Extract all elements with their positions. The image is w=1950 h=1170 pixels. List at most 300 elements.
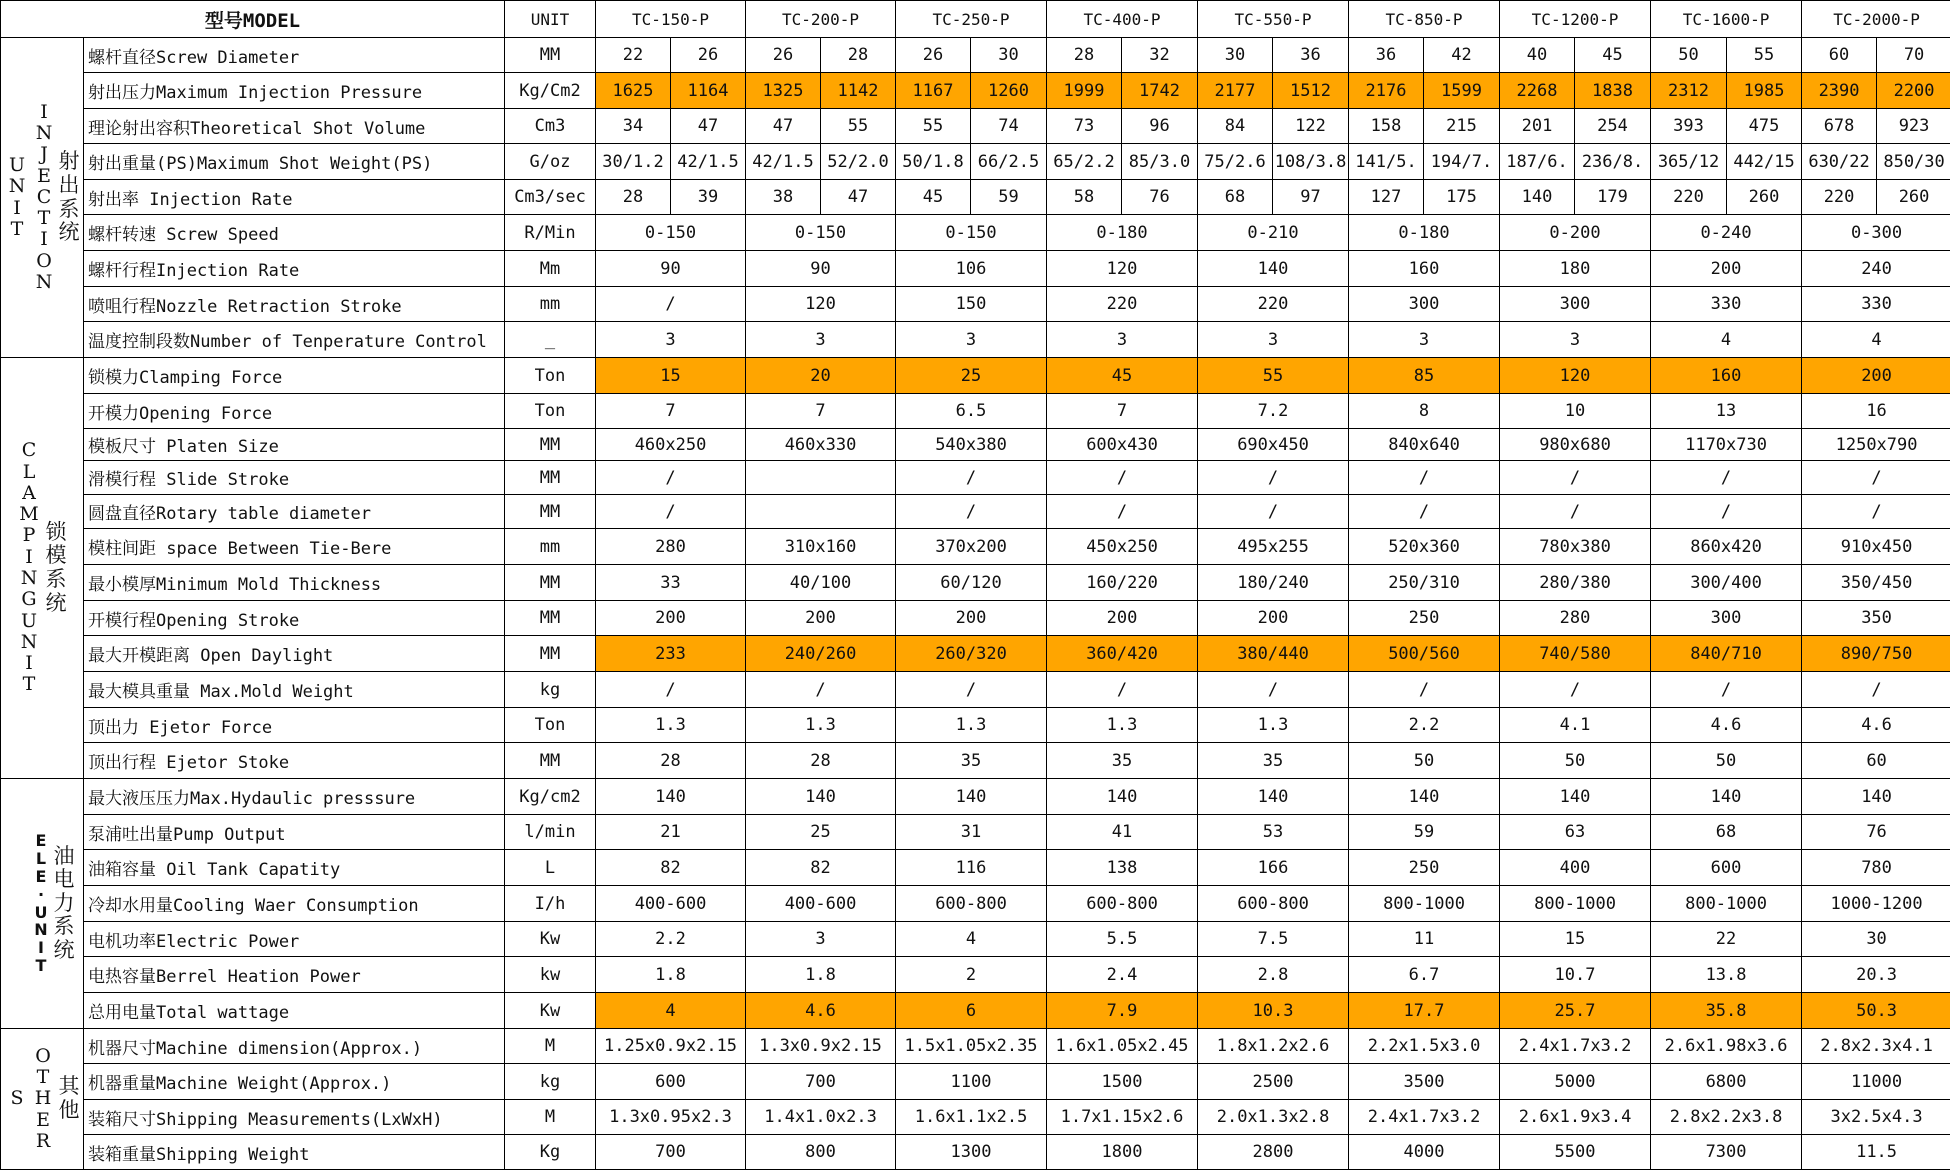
unit-cell: M <box>505 1100 596 1135</box>
value-cell: 0-300 <box>1802 215 1950 251</box>
model-header-tc150: TC-150-P <box>596 1 746 38</box>
value-cell: 1.3 <box>1198 708 1349 743</box>
value-cell: 11000 <box>1802 1064 1950 1100</box>
value-cell: / <box>1047 672 1198 708</box>
spec-row <box>1 922 1950 957</box>
value-cell: / <box>896 461 1047 495</box>
value-cell: / <box>1651 461 1802 495</box>
group-clamping-char: 统 <box>46 592 67 616</box>
param-label-cooling-waer-consumption: 冷却水用量Cooling Waer Consumption <box>84 886 505 922</box>
unit-cell: mm <box>505 287 596 322</box>
value-cell: 175 <box>1424 180 1500 215</box>
value-cell: 47 <box>746 109 821 144</box>
value-cell: 20.3 <box>1802 957 1950 993</box>
value-cell: 13.8 <box>1651 957 1802 993</box>
value-cell: / <box>1047 461 1198 495</box>
group-injection-text-2 <box>30 38 58 357</box>
unit-cell: mm <box>505 529 596 565</box>
value-cell: 47 <box>671 109 746 144</box>
value-cell: 280/380 <box>1500 565 1651 601</box>
value-cell: 330 <box>1651 287 1802 322</box>
value-cell: 910x450 <box>1802 529 1950 565</box>
param-label-berrel-heation-power: 电热容量Berrel Heation Power <box>84 957 505 993</box>
param-label-maximum-injection-pressure: 射出压力Maximum Injection Pressure <box>84 73 505 109</box>
value-cell: 780 <box>1802 850 1950 886</box>
value-cell: 3 <box>896 322 1047 358</box>
value-cell: 260 <box>1727 180 1802 215</box>
group-ele-char: E <box>36 868 47 886</box>
value-cell: 0-240 <box>1651 215 1802 251</box>
unit-header-cell: UNIT <box>505 1 596 38</box>
value-cell: / <box>1198 672 1349 708</box>
param-label-clamping-force: 锁模力Clamping Force <box>84 358 505 394</box>
value-cell: 2200 <box>1877 73 1950 109</box>
value-cell: 1.8 <box>596 957 746 993</box>
value-cell: 0-150 <box>896 215 1047 251</box>
group-ele-char: · <box>38 886 44 904</box>
spec-row <box>1 322 1950 358</box>
value-cell: 73 <box>1047 109 1122 144</box>
value-cell: 0-150 <box>746 215 896 251</box>
group-injection-char: U <box>9 155 25 176</box>
value-cell: 500/560 <box>1349 636 1500 672</box>
value-cell: 150 <box>896 287 1047 322</box>
group-ele-label <box>1 779 84 1029</box>
header-row <box>1 1 1950 38</box>
value-cell: 35 <box>1198 743 1349 779</box>
param-label-max-mold-weight: 最大模具重量 Max.Mold Weight <box>84 672 505 708</box>
value-cell: 1.25x0.9x2.15 <box>596 1029 746 1064</box>
value-cell: 300 <box>1500 287 1651 322</box>
value-cell: 300/400 <box>1651 565 1802 601</box>
value-cell: 890/750 <box>1802 636 1950 672</box>
value-cell: 600-800 <box>1047 886 1198 922</box>
spec-row <box>1 886 1950 922</box>
value-cell: 310x160 <box>746 529 896 565</box>
value-cell <box>746 495 896 529</box>
spec-row <box>1 636 1950 672</box>
value-cell: 600 <box>1651 850 1802 886</box>
value-cell: 15 <box>1500 922 1651 957</box>
group-clamping-label <box>1 358 84 779</box>
param-label-ps-maximum-shot-weight-ps: 射出重量(PS)Maximum Shot Weight(PS) <box>84 144 505 180</box>
group-clamping-char: 模 <box>46 544 67 568</box>
value-cell: 76 <box>1122 180 1198 215</box>
value-cell: 141/5. <box>1349 144 1424 180</box>
model-header-tc400: TC-400-P <box>1047 1 1198 38</box>
unit-cell: Mm <box>505 251 596 287</box>
group-clamping-char: 系 <box>46 568 67 592</box>
value-cell: 393 <box>1651 109 1727 144</box>
value-cell: 330 <box>1802 287 1950 322</box>
group-injection-char: J <box>40 144 48 165</box>
value-cell: 2.8x2.3x4.1 <box>1802 1029 1950 1064</box>
value-cell: 30 <box>971 38 1047 73</box>
group-clamping-char: P <box>23 525 36 546</box>
value-cell: 300 <box>1349 287 1500 322</box>
group-injection-char: N <box>36 123 53 144</box>
model-header-tc1600: TC-1600-P <box>1651 1 1802 38</box>
unit-cell: Kg <box>505 1135 596 1170</box>
value-cell: / <box>1651 672 1802 708</box>
value-cell: 85 <box>1349 358 1500 394</box>
value-cell: 127 <box>1349 180 1424 215</box>
spec-row <box>1 394 1950 429</box>
value-cell: 220 <box>1651 180 1727 215</box>
value-cell: 2800 <box>1198 1135 1349 1170</box>
unit-cell: kg <box>505 1064 596 1100</box>
value-cell: / <box>596 461 746 495</box>
value-cell: 140 <box>1047 779 1198 815</box>
spec-row <box>1 993 1950 1029</box>
value-cell: 3 <box>1500 322 1651 358</box>
value-cell: 3 <box>1349 322 1500 358</box>
value-cell: 120 <box>1047 251 1198 287</box>
value-cell: 160 <box>1651 358 1802 394</box>
value-cell: 1167 <box>896 73 971 109</box>
value-cell: 55 <box>896 109 971 144</box>
group-ele-char: 力 <box>54 892 75 916</box>
value-cell: / <box>1500 461 1651 495</box>
value-cell: 0-200 <box>1500 215 1651 251</box>
value-cell: 68 <box>1651 815 1802 850</box>
value-cell: 158 <box>1349 109 1424 144</box>
param-label-minimum-mold-thickness: 最小模厚Minimum Mold Thickness <box>84 565 505 601</box>
value-cell: 28 <box>821 38 896 73</box>
value-cell: 1.8x1.2x2.6 <box>1198 1029 1349 1064</box>
value-cell: 370x200 <box>896 529 1047 565</box>
value-cell: 55 <box>821 109 896 144</box>
group-injection-char: N <box>9 176 26 197</box>
value-cell: 200 <box>896 601 1047 636</box>
value-cell: 1164 <box>671 73 746 109</box>
value-cell: 17.7 <box>1349 993 1500 1029</box>
value-cell: 45 <box>1575 38 1651 73</box>
value-cell: 850/30 <box>1877 144 1950 180</box>
value-cell: 36 <box>1273 38 1349 73</box>
value-cell: 1300 <box>896 1135 1047 1170</box>
value-cell: 52/2.0 <box>821 144 896 180</box>
value-cell: 3 <box>1198 322 1349 358</box>
unit-cell: Kg/cm2 <box>505 779 596 815</box>
value-cell: 1.8 <box>746 957 896 993</box>
group-injection-char: 出 <box>59 174 80 198</box>
group-other-text-3 <box>55 1029 83 1169</box>
group-injection-text-3 <box>55 38 83 357</box>
value-cell: 140 <box>1500 180 1575 215</box>
value-cell: 2.8x2.2x3.8 <box>1651 1100 1802 1135</box>
value-cell: 47 <box>821 180 896 215</box>
value-cell: 1.3 <box>746 708 896 743</box>
param-label-number-of-tenperature-control: 温度控制段数Number of Tenperature Control <box>84 322 505 358</box>
value-cell: 7.5 <box>1198 922 1349 957</box>
spec-row <box>1 180 1950 215</box>
group-injection-char: T <box>11 219 24 240</box>
value-cell: 96 <box>1122 109 1198 144</box>
value-cell: 1170x730 <box>1651 429 1802 461</box>
value-cell: 201 <box>1500 109 1575 144</box>
value-cell: 42 <box>1424 38 1500 73</box>
value-cell: 300 <box>1651 601 1802 636</box>
value-cell: 7.2 <box>1198 394 1349 429</box>
value-cell: 140 <box>1500 779 1651 815</box>
value-cell: 460x330 <box>746 429 896 461</box>
value-cell: 140 <box>596 779 746 815</box>
spec-row <box>1 708 1950 743</box>
unit-cell: MM <box>505 565 596 601</box>
value-cell: / <box>1500 495 1651 529</box>
value-cell: 16 <box>1802 394 1950 429</box>
value-cell: 15 <box>596 358 746 394</box>
value-cell: 50 <box>1500 743 1651 779</box>
value-cell: / <box>1198 495 1349 529</box>
model-header-tc850: TC-850-P <box>1349 1 1500 38</box>
value-cell: 39 <box>671 180 746 215</box>
value-cell: 2 <box>896 957 1047 993</box>
value-cell: 2.0x1.3x2.8 <box>1198 1100 1349 1135</box>
value-cell: 350/450 <box>1802 565 1950 601</box>
value-cell: 3 <box>1047 322 1198 358</box>
value-cell: 120 <box>746 287 896 322</box>
param-label-screw-speed: 螺杆转速 Screw Speed <box>84 215 505 251</box>
unit-cell: MM <box>505 38 596 73</box>
spec-row <box>1 1135 1950 1170</box>
spec-row <box>1 1064 1950 1100</box>
value-cell: 2.6x1.9x3.4 <box>1500 1100 1651 1135</box>
value-cell: 1.3 <box>1047 708 1198 743</box>
value-cell: 400 <box>1500 850 1651 886</box>
unit-cell: _ <box>505 322 596 358</box>
value-cell: / <box>1802 672 1950 708</box>
group-ele-char: 油 <box>54 845 75 869</box>
value-cell: / <box>596 287 746 322</box>
value-cell: 220 <box>1802 180 1877 215</box>
group-other-label <box>1 1029 84 1170</box>
value-cell: 108/3.8 <box>1273 144 1349 180</box>
value-cell: 2177 <box>1198 73 1273 109</box>
value-cell: 1500 <box>1047 1064 1198 1100</box>
spec-row <box>1 779 1950 815</box>
value-cell: 76 <box>1802 815 1950 850</box>
value-cell: 7.9 <box>1047 993 1198 1029</box>
value-cell: 0-180 <box>1349 215 1500 251</box>
value-cell: 38 <box>746 180 821 215</box>
value-cell: 233 <box>596 636 746 672</box>
unit-cell: I/h <box>505 886 596 922</box>
unit-cell: MM <box>505 495 596 529</box>
value-cell: 25 <box>746 815 896 850</box>
group-injection-char: 射 <box>59 150 80 174</box>
param-label-total-wattage: 总用电量Total wattage <box>84 993 505 1029</box>
value-cell: 220 <box>1047 287 1198 322</box>
value-cell: 3 <box>746 322 896 358</box>
unit-cell: Kg/Cm2 <box>505 73 596 109</box>
param-label-shipping-measurements-lxwxh: 装箱尺寸Shipping Measurements(LxWxH) <box>84 1100 505 1135</box>
group-ele-text-2 <box>50 779 78 1028</box>
value-cell: 520x360 <box>1349 529 1500 565</box>
unit-cell: Kw <box>505 993 596 1029</box>
value-cell: 50.3 <box>1802 993 1950 1029</box>
value-cell: / <box>1349 495 1500 529</box>
value-cell: 70 <box>1877 38 1950 73</box>
group-ele-char: I <box>38 939 44 957</box>
value-cell: 7300 <box>1651 1135 1802 1170</box>
value-cell: 260 <box>1877 180 1950 215</box>
value-cell: 42/1.5 <box>671 144 746 180</box>
value-cell: 1.7x1.15x2.6 <box>1047 1100 1198 1135</box>
value-cell: 495x255 <box>1198 529 1349 565</box>
value-cell: 4 <box>596 993 746 1029</box>
group-clamping-text-2 <box>42 358 70 778</box>
group-ele-char: E <box>36 832 47 850</box>
value-cell: 2500 <box>1198 1064 1349 1100</box>
value-cell: 1599 <box>1424 73 1500 109</box>
value-cell <box>746 461 896 495</box>
spec-row <box>1 38 1950 73</box>
param-label-ejetor-force: 顶出力 Ejetor Force <box>84 708 505 743</box>
value-cell: 1.3x0.9x2.15 <box>746 1029 896 1064</box>
group-injection-text-1 <box>3 38 31 357</box>
value-cell: 35 <box>1047 743 1198 779</box>
value-cell: 74 <box>971 109 1047 144</box>
value-cell: 280 <box>1500 601 1651 636</box>
value-cell: 840x640 <box>1349 429 1500 461</box>
unit-cell: M <box>505 1029 596 1064</box>
group-clamping-char: 锁 <box>46 521 67 545</box>
spec-row <box>1 429 1950 461</box>
model-header-tc2000: TC-2000-P <box>1802 1 1950 38</box>
value-cell: 50/1.8 <box>896 144 971 180</box>
group-injection-char: N <box>36 272 53 293</box>
unit-cell: MM <box>505 461 596 495</box>
value-cell: 280 <box>596 529 746 565</box>
value-cell: 22 <box>596 38 671 73</box>
value-cell: 1742 <box>1122 73 1198 109</box>
group-clamping-char: I <box>25 547 33 568</box>
value-cell: 11.5 <box>1802 1135 1950 1170</box>
group-clamping-char: A <box>22 483 36 504</box>
value-cell: 66/2.5 <box>971 144 1047 180</box>
value-cell: 30 <box>1802 922 1950 957</box>
group-other-char: O <box>35 1046 51 1067</box>
group-clamping-char: N <box>21 568 38 589</box>
group-clamping-char: G <box>21 589 36 610</box>
value-cell: 58 <box>1047 180 1122 215</box>
spec-row <box>1 287 1950 322</box>
param-label-pump-output: 泵浦吐出量Pump Output <box>84 815 505 850</box>
value-cell: 50 <box>1349 743 1500 779</box>
value-cell: 2.2 <box>596 922 746 957</box>
value-cell: / <box>596 672 746 708</box>
value-cell: 45 <box>1047 358 1198 394</box>
value-cell: 800-1000 <box>1500 886 1651 922</box>
value-cell: 1250x790 <box>1802 429 1950 461</box>
value-cell: 360/420 <box>1047 636 1198 672</box>
value-cell: 60 <box>1802 743 1950 779</box>
value-cell: 35 <box>896 743 1047 779</box>
value-cell: 140 <box>1198 779 1349 815</box>
value-cell: 90 <box>596 251 746 287</box>
value-cell: 5000 <box>1500 1064 1651 1100</box>
value-cell: 860x420 <box>1651 529 1802 565</box>
value-cell: 33 <box>596 565 746 601</box>
value-cell: 85/3.0 <box>1122 144 1198 180</box>
spec-row <box>1 1029 1950 1064</box>
value-cell: 6 <box>896 993 1047 1029</box>
spec-row <box>1 144 1950 180</box>
value-cell: 26 <box>896 38 971 73</box>
value-cell: 8 <box>1349 394 1500 429</box>
value-cell: 6.5 <box>896 394 1047 429</box>
unit-cell: Cm3 <box>505 109 596 144</box>
value-cell: 122 <box>1273 109 1349 144</box>
param-label-opening-force: 开模力Opening Force <box>84 394 505 429</box>
group-clamping-char: U <box>21 611 37 632</box>
value-cell: 166 <box>1198 850 1349 886</box>
value-cell: 1.4x1.0x2.3 <box>746 1100 896 1135</box>
value-cell: 55 <box>1198 358 1349 394</box>
value-cell: 1838 <box>1575 73 1651 109</box>
spec-row <box>1 251 1950 287</box>
value-cell: 690x450 <box>1198 429 1349 461</box>
param-label-injection-rate: 射出率 Injection Rate <box>84 180 505 215</box>
value-cell: 1512 <box>1273 73 1349 109</box>
value-cell: 63 <box>1500 815 1651 850</box>
value-cell: 800 <box>746 1135 896 1170</box>
group-other-char: R <box>36 1131 50 1152</box>
spec-row <box>1 215 1950 251</box>
value-cell: 26 <box>671 38 746 73</box>
value-cell: 800-1000 <box>1349 886 1500 922</box>
value-cell: / <box>1651 495 1802 529</box>
unit-cell: MM <box>505 429 596 461</box>
value-cell: 4 <box>1651 322 1802 358</box>
value-cell: 7 <box>596 394 746 429</box>
value-cell: 600-800 <box>896 886 1047 922</box>
group-other-char: 其 <box>59 1075 80 1099</box>
value-cell: 7 <box>746 394 896 429</box>
value-cell: 28 <box>596 743 746 779</box>
value-cell: 1142 <box>821 73 896 109</box>
value-cell: 740/580 <box>1500 636 1651 672</box>
value-cell: 140 <box>1198 251 1349 287</box>
value-cell: 25 <box>896 358 1047 394</box>
value-cell: 179 <box>1575 180 1651 215</box>
value-cell: 2.2x1.5x3.0 <box>1349 1029 1500 1064</box>
unit-cell: Ton <box>505 394 596 429</box>
value-cell: 254 <box>1575 109 1651 144</box>
param-label-electric-power: 电机功率Electric Power <box>84 922 505 957</box>
unit-cell: kw <box>505 957 596 993</box>
unit-cell: Ton <box>505 358 596 394</box>
param-label-injection-rate: 螺杆行程Injection Rate <box>84 251 505 287</box>
value-cell: / <box>1500 672 1651 708</box>
spec-row <box>1 1100 1950 1135</box>
value-cell: 50 <box>1651 38 1727 73</box>
value-cell: 4.6 <box>1651 708 1802 743</box>
value-cell: 400-600 <box>746 886 896 922</box>
param-label-platen-size: 模板尺寸 Platen Size <box>84 429 505 461</box>
value-cell: 0-150 <box>596 215 746 251</box>
group-injection-label <box>1 38 84 358</box>
group-other-char: 他 <box>59 1099 80 1123</box>
value-cell: 4 <box>1802 322 1950 358</box>
spec-row <box>1 529 1950 565</box>
value-cell: 116 <box>896 850 1047 886</box>
group-ele-char: 电 <box>54 868 75 892</box>
spec-row <box>1 601 1950 636</box>
group-clamping-text-1 <box>15 358 43 778</box>
